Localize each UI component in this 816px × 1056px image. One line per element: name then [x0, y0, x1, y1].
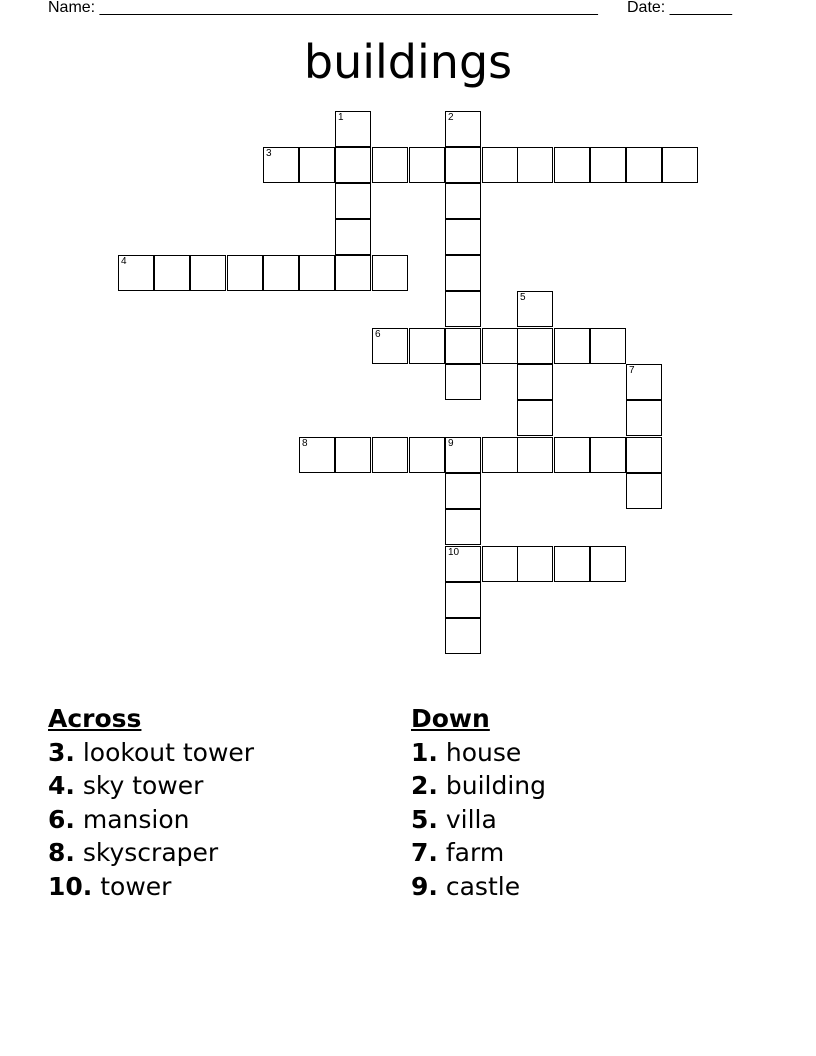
grid-cell[interactable] [662, 147, 698, 183]
grid-cell[interactable] [409, 328, 445, 364]
clue-text: farm [445, 838, 505, 867]
clue-text: building [445, 771, 546, 800]
clue-number-label: 10 [448, 547, 460, 558]
grid-cell[interactable] [445, 255, 481, 291]
grid-cell[interactable] [626, 147, 662, 183]
grid-cell[interactable] [445, 183, 481, 219]
page-title: buildings [303, 35, 513, 89]
grid-cell[interactable] [335, 255, 371, 291]
clue-number-label: 2 [448, 112, 454, 123]
grid-cell[interactable] [299, 147, 335, 183]
clue-text: house [445, 737, 522, 767]
date-field-label: Date: _______ [627, 0, 732, 16]
clue-item [48, 803, 254, 837]
clue-item [48, 736, 254, 770]
grid-cell[interactable] [517, 437, 553, 473]
grid-cell[interactable] [299, 437, 335, 473]
clue-number-label: 8 [302, 438, 308, 449]
clue-text: castle [445, 871, 521, 901]
down-heading: Down [411, 704, 490, 733]
grid-cell[interactable] [445, 364, 481, 400]
grid-cell[interactable] [445, 147, 481, 183]
grid-cell[interactable] [154, 255, 190, 291]
clue-number-label: 6 [375, 329, 381, 340]
clue-number-label: 1 [338, 112, 344, 123]
clue-number-label: 3 [266, 148, 272, 159]
clue-number: 9. [411, 871, 438, 901]
grid-cell[interactable] [445, 437, 481, 473]
grid-cell[interactable] [482, 546, 518, 582]
grid-cell[interactable] [482, 147, 518, 183]
grid-cell[interactable] [409, 147, 445, 183]
grid-cell[interactable] [626, 400, 662, 436]
grid-cell[interactable] [554, 328, 590, 364]
grid-cell[interactable] [482, 328, 518, 364]
clue-number-label: 5 [520, 292, 526, 303]
down-clues [411, 702, 546, 903]
grid-cell[interactable] [372, 255, 408, 291]
clue-number: 7. [411, 838, 438, 867]
clue-text: villa [445, 804, 497, 834]
clue-text: tower [100, 871, 172, 901]
grid-cell[interactable] [445, 618, 481, 654]
grid-cell[interactable] [335, 437, 371, 473]
clue-number-label: 7 [629, 365, 635, 376]
grid-cell[interactable] [445, 509, 481, 545]
clue-number: 10. [48, 871, 93, 901]
grid-cell[interactable] [590, 328, 626, 364]
clue-item [411, 836, 546, 870]
grid-cell[interactable] [118, 255, 154, 291]
grid-cell[interactable] [372, 328, 408, 364]
grid-cell[interactable] [445, 473, 481, 509]
clue-number: 2. [411, 771, 438, 800]
clue-number: 4. [48, 771, 75, 800]
grid-cell[interactable] [190, 255, 226, 291]
grid-cell[interactable] [517, 328, 553, 364]
clue-item [48, 870, 254, 904]
grid-cell[interactable] [554, 147, 590, 183]
clue-number: 3. [48, 737, 75, 767]
clue-item [411, 736, 546, 770]
grid-cell[interactable] [335, 111, 371, 147]
clue-item [411, 870, 546, 904]
clue-number: 1. [411, 737, 438, 767]
clue-text: lookout tower [82, 737, 255, 767]
clue-item [411, 803, 546, 837]
grid-cell[interactable] [626, 437, 662, 473]
grid-cell[interactable] [517, 364, 553, 400]
grid-cell[interactable] [335, 147, 371, 183]
clue-item [48, 769, 254, 803]
clue-number: 8. [48, 838, 75, 867]
grid-cell[interactable] [335, 219, 371, 255]
grid-cell[interactable] [372, 147, 408, 183]
grid-cell[interactable] [590, 546, 626, 582]
grid-cell[interactable] [299, 255, 335, 291]
grid-cell[interactable] [335, 183, 371, 219]
clue-text: skyscraper [82, 838, 219, 867]
grid-cell[interactable] [482, 437, 518, 473]
grid-cell[interactable] [517, 400, 553, 436]
grid-cell[interactable] [409, 437, 445, 473]
grid-cell[interactable] [554, 546, 590, 582]
clue-item [48, 836, 254, 870]
grid-cell[interactable] [554, 437, 590, 473]
clue-number: 5. [411, 804, 438, 834]
clue-number-label: 4 [121, 256, 127, 267]
grid-cell[interactable] [445, 582, 481, 618]
clue-text: mansion [82, 804, 190, 834]
name-field-label: Name: ________________________________________________________ [48, 0, 598, 16]
grid-cell[interactable] [626, 473, 662, 509]
grid-cell[interactable] [517, 546, 553, 582]
clue-text: sky tower [82, 771, 204, 800]
grid-cell[interactable] [445, 111, 481, 147]
grid-cell[interactable] [263, 147, 299, 183]
clue-number-label: 9 [448, 438, 454, 449]
grid-cell[interactable] [445, 219, 481, 255]
grid-cell[interactable] [372, 437, 408, 473]
grid-cell[interactable] [517, 147, 553, 183]
grid-cell[interactable] [626, 364, 662, 400]
across-clues [48, 702, 254, 903]
across-heading: Across [48, 704, 142, 733]
grid-cell[interactable] [517, 291, 553, 327]
clue-item [411, 769, 546, 803]
grid-cell[interactable] [445, 328, 481, 364]
clue-number: 6. [48, 804, 75, 834]
grid-cell[interactable] [227, 255, 263, 291]
grid-cell[interactable] [590, 147, 626, 183]
grid-cell[interactable] [445, 291, 481, 327]
grid-cell[interactable] [590, 437, 626, 473]
grid-cell[interactable] [263, 255, 299, 291]
grid-cell[interactable] [445, 546, 481, 582]
